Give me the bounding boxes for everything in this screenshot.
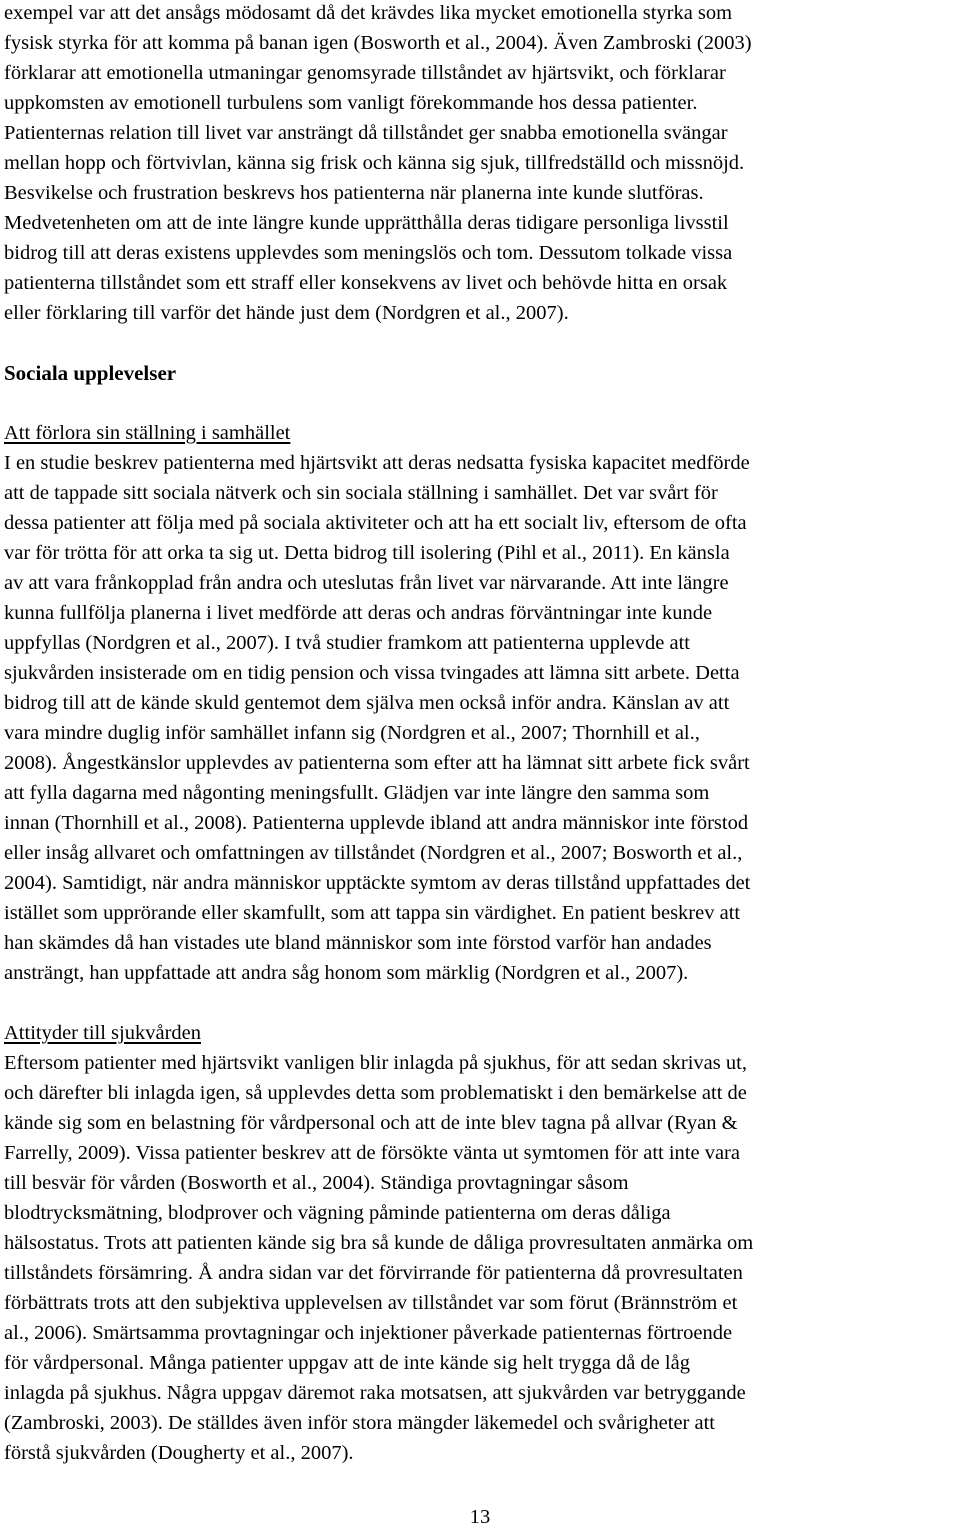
subsection-2-paragraph: Eftersom patienter med hjärtsvikt vanligen blir inlagda på sjukhus, för att sedan skrivas ut, och därefter bli inlagda igen, så upplevdes detta som problematiskt i den bemärkelse att de kände sig som en belastning för vårdpersonal och att de inte blev tagna på allvar (Ryan & Farrelly, 2009). Vissa patienter beskrev att de försökte vänta ut symtomen för att inte vara till besvär för vården (Bosworth et al., 2004). Ständiga provtagningar såsom blodtrycksmätning, blodprover och vägning påminde patienterna om deras dåliga hälsostatus. Trots att patienten kände sig bra så kunde de dåliga provresultaten anmärka om tillståndets försämring. Å andra sidan var det förvirrande för patienterna då provresultaten förbättrats trots att den subjektiva upplevelsen av tillståndet var som förut (Brännström et al., 2006). Smärtsamma provtagningar och injektioner påverkade patienternas förtroende för vårdpersonal. Många patienter uppgav att de inte kände sig helt trygga då de låg inlagda på sjukhus. Några uppgav däremot raka motsatsen, att sjukvården var betryggande (Zambroski, 2003). De ställdes även inför stora mängder läkemedel och svårigheter att förstå sjukvården (Dougherty et al., 2007). — [4, 1052, 754, 1464]
subsection-1-title: Att förlora sin ställning i samhället — [4, 422, 291, 444]
section-heading: Sociala upplevelser — [4, 361, 177, 385]
intro-paragraph: exempel var att det ansågs mödosamt då det krävdes lika mycket emotionella styrka som fysisk styrka för att komma på banan igen (Bosworth et al., 2004). Även Zambroski (2003) förklarar att emotionella utmaningar genomsyrade tillståndet av hjärtsvikt, och förklarar uppkomsten av emotionell turbulens som vanligt förekommande hos dessa patienter. Patienternas relation till livet var ansträngt då tillståndet ger snabba emotionella svängar mellan hopp och förtvivlan, känna sig frisk och känna sig sjuk, tillfredställd och missnöjd. Besvikelse och frustration beskrevs hos patienterna när planerna inte kunde slutföras. Medvetenheten om att de inte längre kunde upprätthålla deras tidigare personliga livsstil bidrog till att deras existens upplevdes som meningslös och tom. Dessutom tolkade vissa patienterna tillståndet som ett straff eller konsekvens av livet och behövde hitta en orsak eller förklaring till varför det hände just dem (Nordgren et al., 2007). — [4, 2, 752, 324]
document-page — [4, 0, 956, 1468]
subsection-2-title: Attityder till sjukvården — [4, 1022, 201, 1044]
page-number: 13 — [469, 1506, 491, 1528]
subsection-1-paragraph: I en studie beskrev patienterna med hjärtsvikt att deras nedsatta fysiska kapacitet medförde att de tappade sitt sociala nätverk och sin sociala ställning i samhället. Det var svårt för dessa patienter att följa med på sociala aktiviteter och att ha ett socialt liv, eftersom de ofta var för trötta för att orka ta sig ut. Detta bidrog till isolering (Pihl et al., 2011). En känsla av att vara frånkopplad från andra och uteslutas från livet var närvarande. Att inte längre kunna fullfölja planerna i livet medförde att deras och andras förväntningar inte kunde uppfyllas (Nordgren et al., 2007). I två studier framkom att patienterna upplevde att sjukvården insisterade om en tidig pension och vissa tvingades att lämna sitt arbete. Detta bidrog till att de kände skuld gentemot dem själva men också inför andra. Känslan av att vara mindre duglig inför samhället infann sig (Nordgren et al., 2007; Thornhill et al., 2008). Ångestkänslor upplevdes av patienterna som efter att ha lämnat sitt arbete fick svårt att fylla dagarna med någonting meningsfullt. Glädjen var inte längre den samma som innan (Thornhill et al., 2008). Patienterna upplevde ibland att andra människor inte förstod eller insåg allvaret och omfattningen av tillståndet (Nordgren et al., 2007; Bosworth et al., 2004). Samtidigt, när andra människor upptäckte symtom av deras tillstånd uppfattades det istället som upprörande eller skamfullt, som att tappa sin värdighet. En patient beskrev att han skämdes då han vistades ute bland människor som inte förstod varför han andades ansträngt, han uppfattade att andra såg honom som märklig (Nordgren et al., 2007). — [4, 452, 751, 984]
